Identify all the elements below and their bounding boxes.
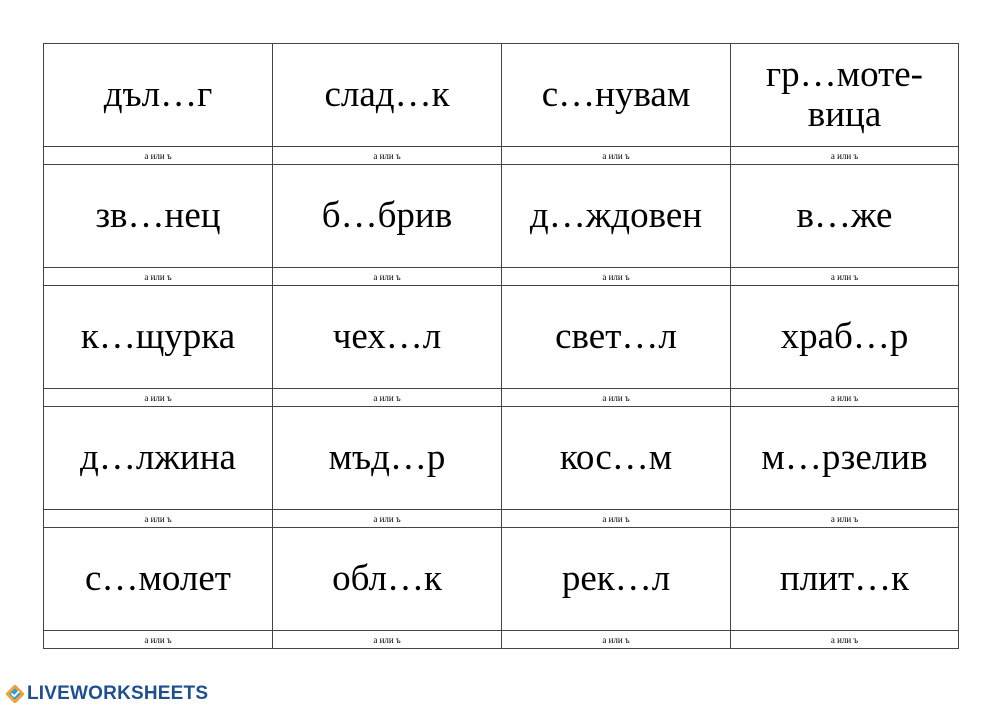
answer-choice-cell[interactable]: а или ъ: [273, 268, 502, 286]
answer-choice-cell[interactable]: а или ъ: [731, 147, 959, 165]
word-cell: свет…л: [502, 286, 731, 389]
word-cell: храб…р: [731, 286, 959, 389]
answer-choice-cell[interactable]: а или ъ: [502, 268, 731, 286]
answer-choice-cell[interactable]: а или ъ: [44, 147, 273, 165]
answer-row: [44, 389, 959, 407]
answer-choice-cell[interactable]: а или ъ: [731, 268, 959, 286]
word-row: [44, 528, 959, 631]
word-cell: обл…к: [273, 528, 502, 631]
answer-choice-cell[interactable]: а или ъ: [502, 147, 731, 165]
word-cell: с…молет: [44, 528, 273, 631]
word-cell: чех…л: [273, 286, 502, 389]
word-cell: рек…л: [502, 528, 731, 631]
word-row: [44, 44, 959, 147]
word-cell: кос…м: [502, 407, 731, 510]
word-cell: с…нувам: [502, 44, 731, 147]
answer-choice-cell[interactable]: а или ъ: [273, 510, 502, 528]
liveworksheets-logo-icon: [6, 685, 24, 703]
answer-row: [44, 631, 959, 649]
answer-choice-cell[interactable]: а или ъ: [273, 389, 502, 407]
answer-row: [44, 147, 959, 165]
word-row: [44, 407, 959, 510]
word-cell: зв…нец: [44, 165, 273, 268]
word-cell: д…ждовен: [502, 165, 731, 268]
answer-choice-cell[interactable]: а или ъ: [44, 510, 273, 528]
word-cell: дъл…г: [44, 44, 273, 147]
word-cell: д…лжина: [44, 407, 273, 510]
answer-choice-cell[interactable]: а или ъ: [273, 147, 502, 165]
answer-choice-cell[interactable]: а или ъ: [44, 389, 273, 407]
word-row: [44, 286, 959, 389]
worksheet-grid: [43, 43, 959, 649]
answer-choice-cell[interactable]: а или ъ: [44, 268, 273, 286]
answer-choice-cell[interactable]: а или ъ: [502, 389, 731, 407]
word-cell: б…брив: [273, 165, 502, 268]
word-cell: в…же: [731, 165, 959, 268]
answer-choice-cell[interactable]: а или ъ: [731, 389, 959, 407]
answer-row: [44, 510, 959, 528]
liveworksheets-logo[interactable]: [6, 683, 208, 705]
answer-choice-cell[interactable]: а или ъ: [273, 631, 502, 649]
answer-choice-cell[interactable]: а или ъ: [731, 631, 959, 649]
answer-choice-cell[interactable]: а или ъ: [502, 510, 731, 528]
answer-row: [44, 268, 959, 286]
brand-name: LIVEWORKSHEETS: [27, 683, 209, 704]
word-row: [44, 165, 959, 268]
word-cell: м…рзелив: [731, 407, 959, 510]
word-cell: к…щурка: [44, 286, 273, 389]
word-cell: плит…к: [731, 528, 959, 631]
answer-choice-cell[interactable]: а или ъ: [502, 631, 731, 649]
word-cell: мъд…р: [273, 407, 502, 510]
word-cell: слад…к: [273, 44, 502, 147]
answer-choice-cell[interactable]: а или ъ: [731, 510, 959, 528]
word-cell: гр…моте-вица: [731, 44, 959, 147]
answer-choice-cell[interactable]: а или ъ: [44, 631, 273, 649]
